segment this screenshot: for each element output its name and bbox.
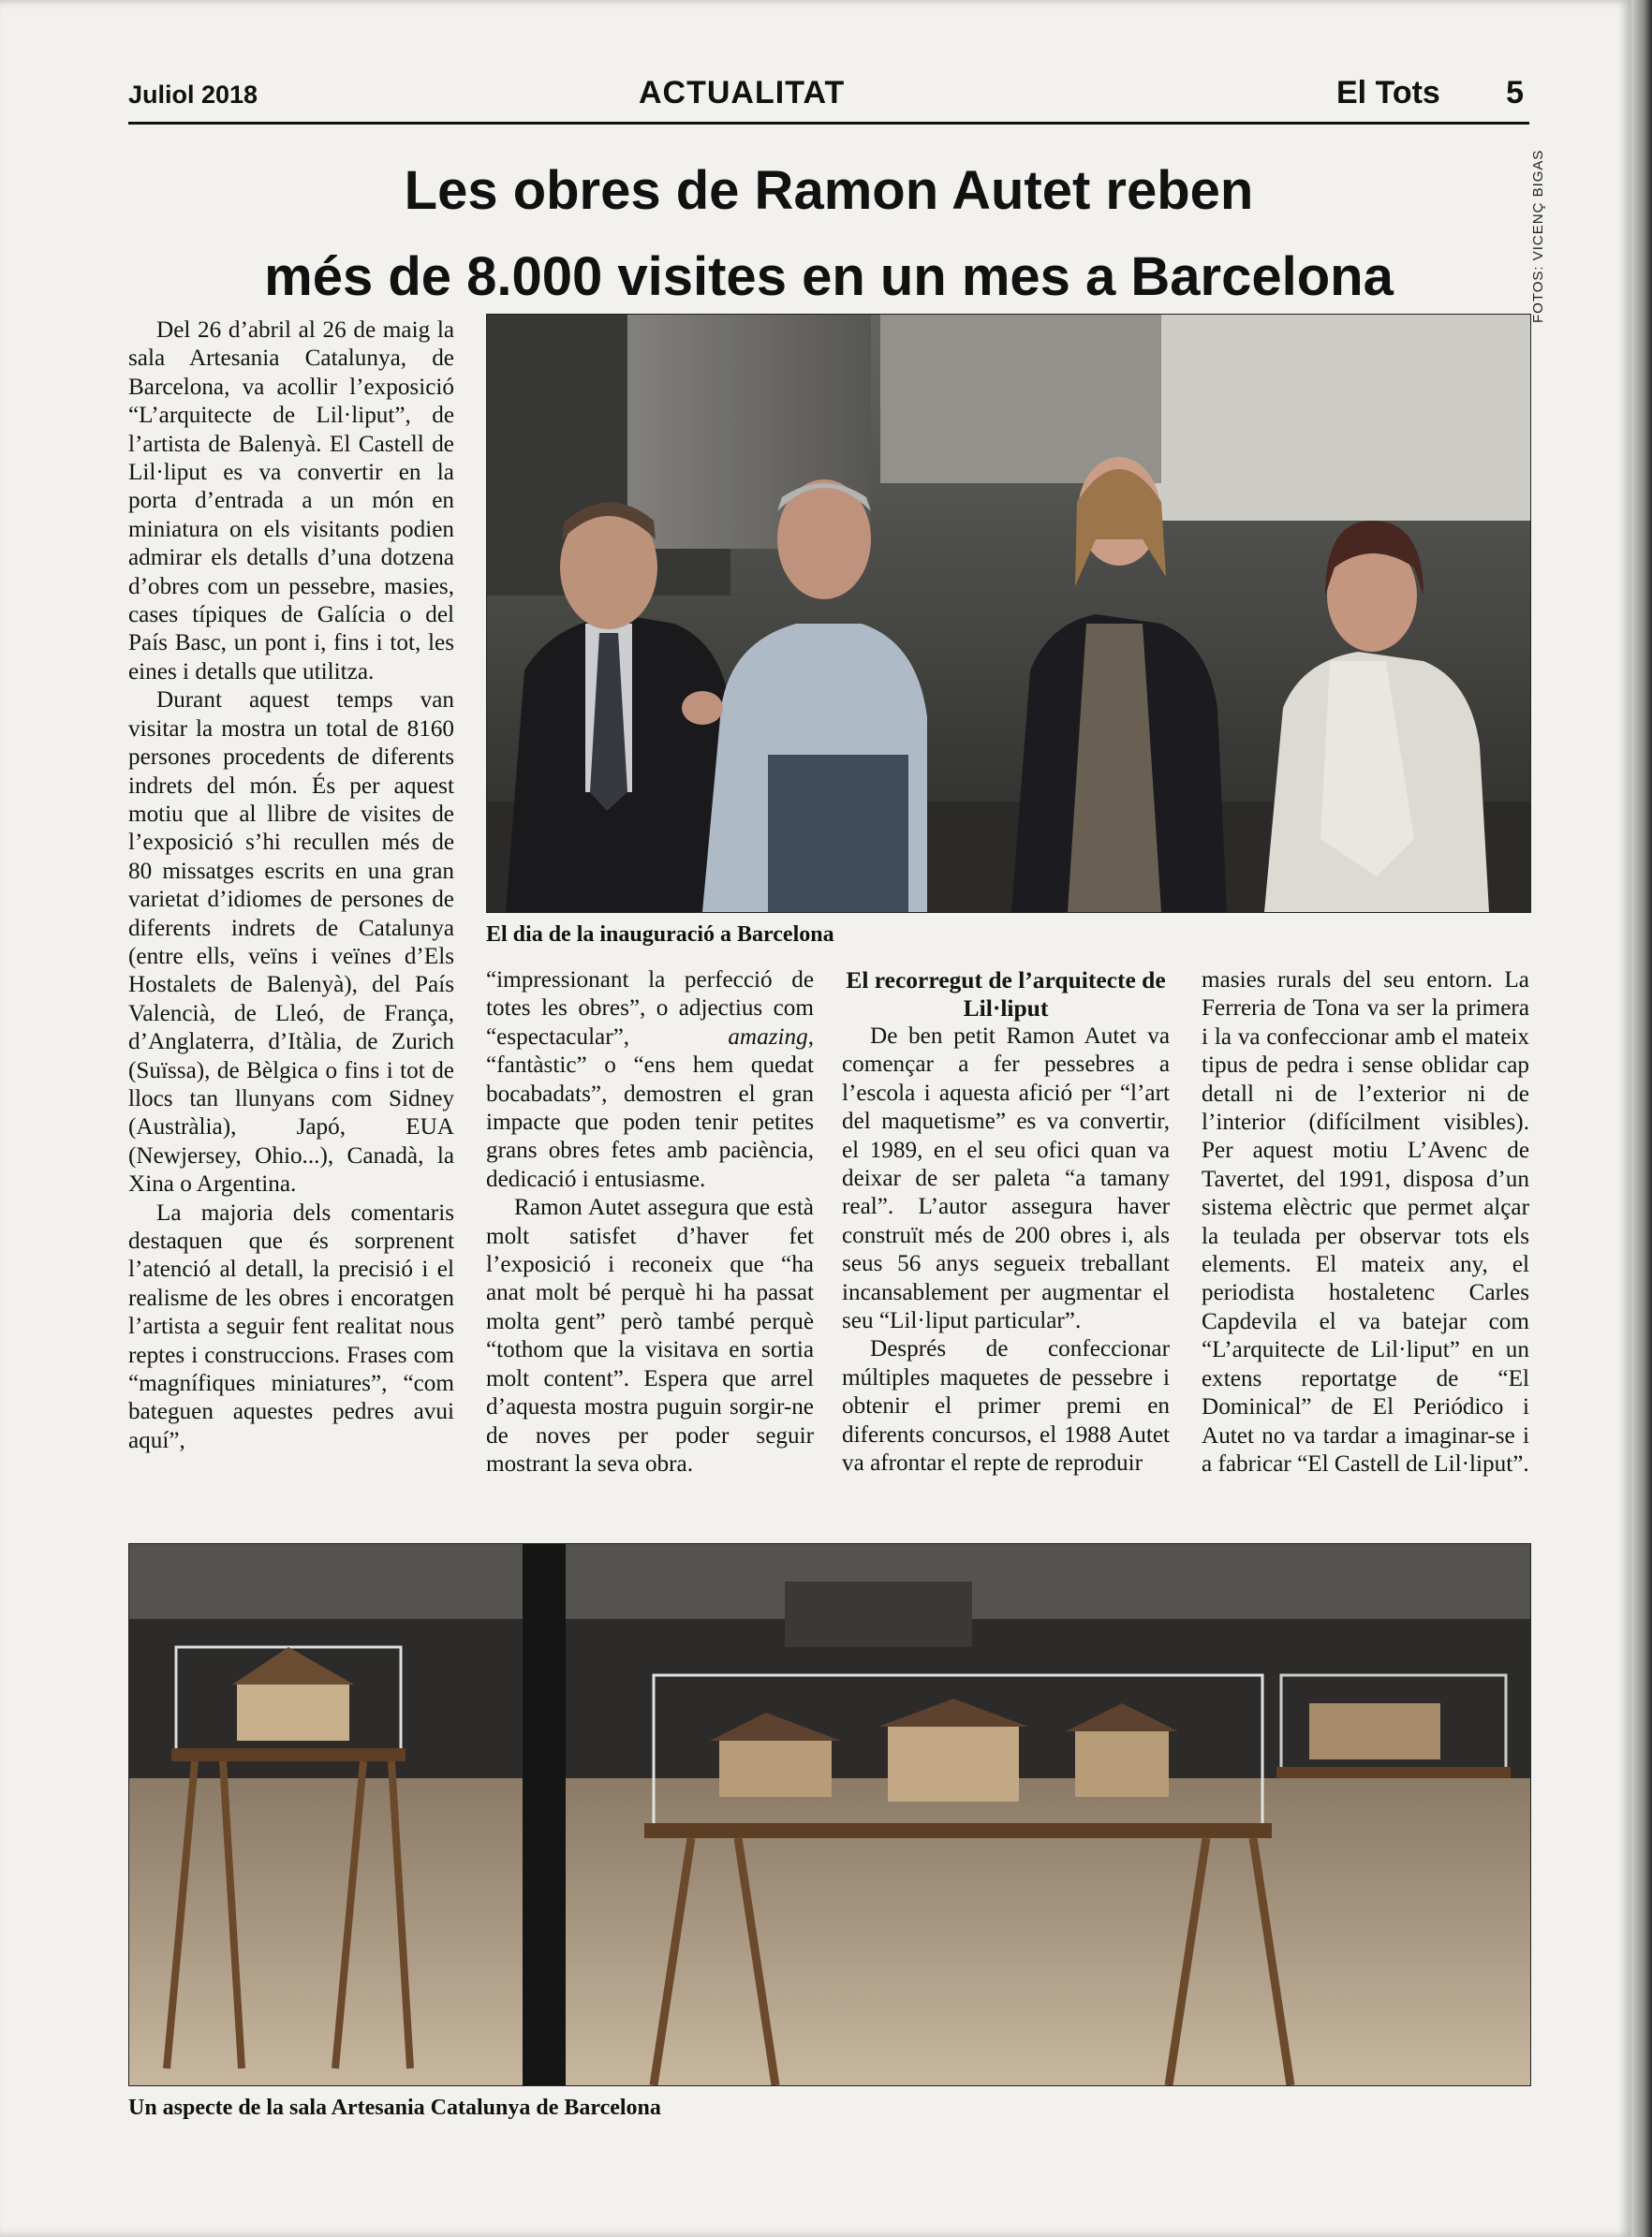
photo-caption: El dia de la inauguració a Barcelona — [486, 922, 834, 947]
article-column-2 — [486, 966, 814, 1479]
article-column-4 — [1202, 966, 1529, 1479]
page-header — [128, 73, 1529, 125]
exhibition-hall-photo — [128, 1543, 1531, 2086]
article-column-1 — [128, 316, 454, 1455]
issue-date: Juliol 2018 — [128, 81, 258, 109]
paragraph: masies rurals del seu entorn. La Ferreria de Tona va ser la primera i la va confeccionar amb el mateix tipus de pedra i sense oblidar cap detall ni de l’exterior ni de l’interior (difícilment visibles). Per aquest motiu L’Avenc de Tavertet, del 1991, disposa d’un sistema elèctric que permet alçar la teulada per observar tots els elements. El mateix any, el periodista hostaletenc Carles Capdevila el va batejar com “L’arquitecte de Lil·liput” en un extens reportatge de “El Dominical” de El Periódico i Autet no va tardar a imaginar-se i a fabricar “El Castell de Lil·liput”. — [1202, 967, 1529, 1477]
paragraph: De ben petit Ramon Autet va començar a fer pessebres a l’escola i aquesta afició per “l’art del maquetisme” es va convertir, el 1989, en el seu ofici quan va deixar de ser paleta “a tamany real”. L’autor assegura haver construït més de 200 obres i, als seus 56 anys segueix treballant incansablement per augmentar el seu “Lil·liput particular”. — [842, 1023, 1170, 1334]
italic-text: amazing — [728, 1023, 808, 1050]
photo-caption: Un aspecte de la sala Artesania Catalunya de Barcelona — [128, 2096, 661, 2120]
section-title: ACTUALITAT — [639, 75, 846, 110]
article-headline — [128, 148, 1529, 320]
page-edge — [1631, 0, 1652, 2237]
publication-name: El Tots — [1336, 75, 1440, 110]
text-run: , “fantàstic” o “ens hem quedat bocabadats”, demostren el gran impacte que poden tenir petites grans obres fetes amb paciència, dedicació i entusiasme. — [486, 1023, 814, 1192]
headline-line-1: Les obres de Ramon Autet reben — [404, 160, 1254, 221]
paragraph: La majoria dels comentaris destaquen que és sorprenent l’atenció al detall, la precisió i el realisme de les obres i encoratgen l’artista a seguir fent realitat nous reptes i construccions. Frases com “magnífiques miniatures”, “com bateguen aquestes pedres avui aquí”, — [128, 1199, 454, 1453]
paragraph: Després de confeccionar múltiples maquetes de pessebre i obtenir el primer premi en diferents concursos, el 1988 Autet va afrontar el repte de reproduir — [842, 1336, 1170, 1477]
subheading: El recorregut de l’arquitecte de Lil·liput — [846, 966, 1166, 1022]
paragraph: Ramon Autet assegura que està molt satisfet d’haver fet l’exposició i reconeix que “ha anat molt bé perquè hi ha passat molta gent” però també perquè “tothom que la visitava en sortia molt content”. Espera que arrel d’aquesta mostra puguin sorgir-ne de noves per poder seguir mostrant la seva obra. — [486, 1195, 814, 1477]
text-run: “impressionant la perfecció de totes les obres”, o adjectius com “espectacular”, — [486, 967, 814, 1050]
headline-line-2: més de 8.000 visites en un mes a Barcelona — [264, 246, 1394, 307]
paragraph: Del 26 d’abril al 26 de maig la sala Artesania Catalunya, de Barcelona, va acollir l’exposició “L’arquitecte de Lil·liput”, de l’artista de Balenyà. El Castell de Lil·liput es va convertir en la porta d’entrada a un món en miniatura on els visitants podien admirar els detalls d’una dotzena d’obres com un pessebre, masies, cases típiques de Galícia o del País Basc, un pont i, fins i tot, les eines i detalls que utilitza. — [128, 317, 454, 684]
article-column-3 — [842, 966, 1170, 1479]
inauguration-photo — [486, 314, 1531, 913]
photo-credit: FOTOS: VICENÇ BIGAS — [1530, 149, 1546, 323]
paragraph — [486, 966, 814, 1194]
page-number: 5 — [1506, 75, 1524, 110]
paragraph: Durant aquest temps van visitar la mostra un total de 8160 persones procedents de diferents indrets del món. És per aquest motiu que al llibre de visites de l’exposició s’hi recullen més de 80 missatges escrits en una gran varietat d’idiomes de persones de diferents indrets de Catalunya (entre ells, veïns i veïnes d’Els Hostalets de Balenyà), del País Valencià, de Lleó, de França, d’Anglaterra, d’Itàlia, de Zurich (Suïssa), de Bèlgica o fins i tot de llocs tan llunyans com Sidney (Austràlia), Japó, EUA (Newjersey, Ohio...), Canadà, la Xina o Argentina. — [128, 687, 454, 1198]
